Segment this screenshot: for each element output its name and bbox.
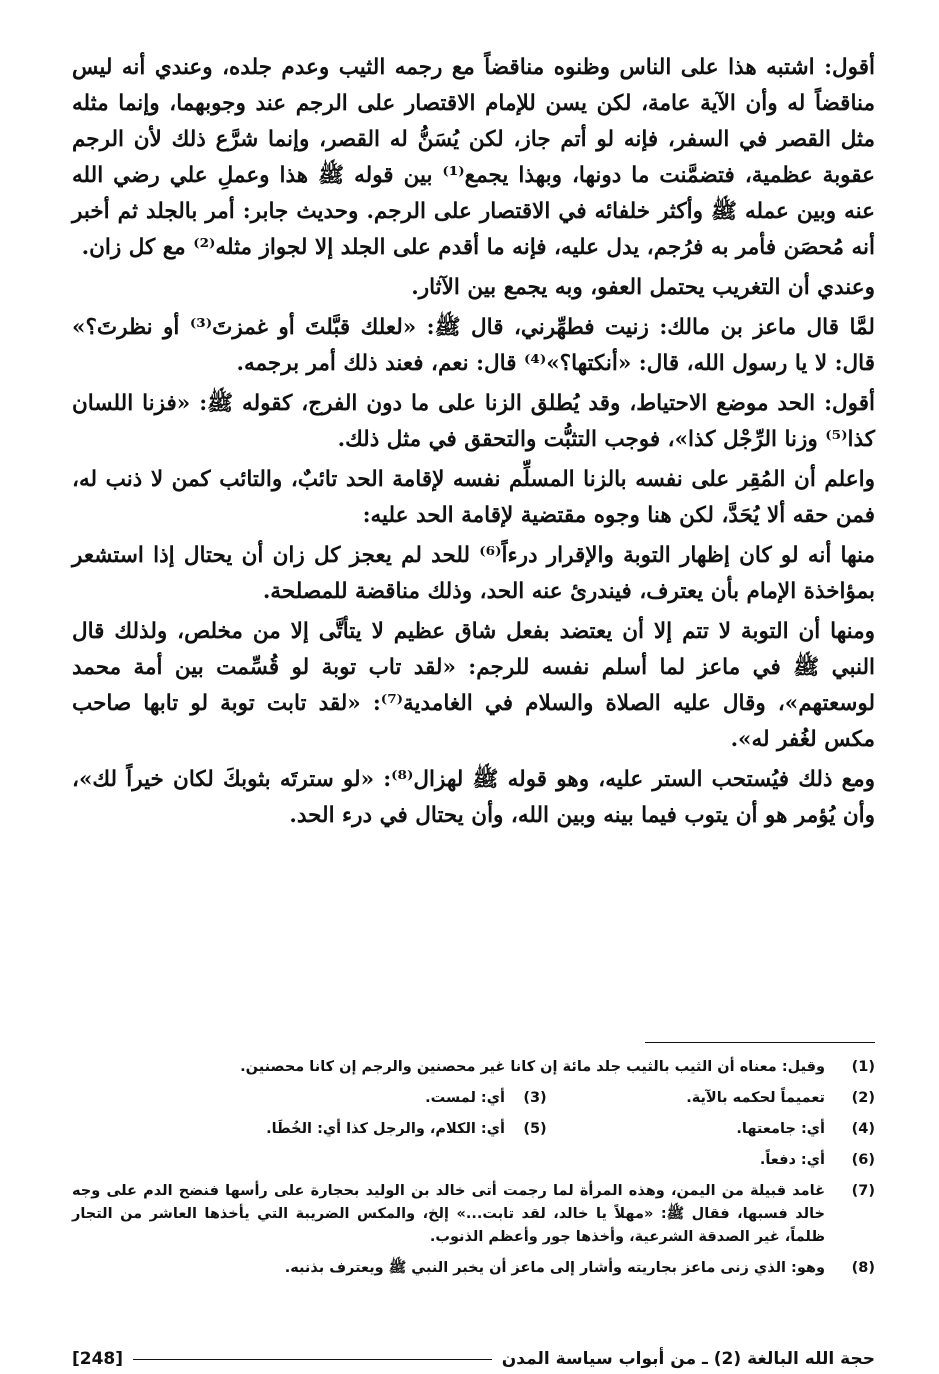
footnote-text: أي: لمست. xyxy=(425,1090,505,1106)
paragraph: منها أنه لو كان إظهار التوبة والإقرار درءاً⁽⁶⁾ للحد لم يعجز كل زان أن يحتال إذا استشعر بمؤاخذة الإمام بأن يعترف، فيندرئ عنه الحد، وذلك مناقضة للمصلحة. xyxy=(72,543,876,604)
paragraph: أقول: اشتبه هذا على الناس وظنوه مناقضاً مع رجمه الثيب وعدم جلده، وعندي أنه ليس مناقضاً له وأن الآية عامة، لكن يسن للإمام الاقتصار على الرجم عند وجوبهما، وإنما مثله مثل القصر في السفر، فإنه لو أتم جاز، لكن يُسَنُّ له القصر، وإنما شرَّع ذلك لأن الرجم عقوبة عظمية، فتضمَّنت ما دونها، وبهذا يجمع⁽¹⁾ بين قوله ﷺ هذا وعملِ علي رضي الله عنه وبين عمله ﷺ وأكثر خلفائه في الاقتصار على الرجم. وحديث جابر: أمر بالجلد ثم أخبر أنه مُحصَن فأمر به فرُجم، يدل عليه، فإنه ما أقدم على الجلد إلا لجواز مثله⁽²⁾ مع كل زان. xyxy=(72,55,875,260)
footnote-text: أي: دفعاً. xyxy=(759,1152,825,1168)
footnote-1 xyxy=(72,1056,875,1079)
footnote-6 xyxy=(72,1149,875,1172)
footnote-text: غامد قبيلة من اليمن، وهذه المرأة لما رجمت أتى خالد بن الوليد بحجارة على رأسها فنضح الدم على وجه خالد فسبها، فقال ﷺ: «مهلاً يا خالد، لقد تابت...» إلخ، والمكس الضريبة التي يأخذها العاشر من التجار ظلماً، غير الصدقة الشرعية، وأخذها جور وأعظم الذنوب. xyxy=(72,1183,825,1245)
paragraph: ومع ذلك فيُستحب الستر عليه، وهو قوله ﷺ لهزال⁽⁸⁾: «لو سترتَه بثوبكَ لكان خيراً لك»، وأن يُؤمر هو أن يتوب فيما بينه وبين الله، وأن يحتال في درء الحد. xyxy=(72,767,875,828)
paragraph: ومنها أن التوبة لا تتم إلا أن يعتضد بفعل شاق عظيم لا يتأتَّى إلا من مخلص، ولذلك قال النبي ﷺ في ماعز لما أسلم نفسه للرجم: «لقد تاب توبة لو قُسِّمت بين أمة محمد لوسعتهم»، وقال عليه الصلاة والسلام في الغامدية⁽⁷⁾: «لقد تابت توبة لو تابها صاحب مكس لغُفر له». xyxy=(72,619,875,752)
footnote-8 xyxy=(72,1257,875,1280)
paragraph: واعلم أن المُقِر على نفسه بالزنا المسلِّم نفسه لإقامة الحد تائبٌ، والتائب كمن لا ذنب له، فمن حقه ألا يُحَدَّ، لكن هنا وجوه مقتضية لإقامة الحد عليه: xyxy=(72,467,875,528)
footnote-number: (7) xyxy=(851,1183,875,1199)
page-number: [248] xyxy=(72,1349,124,1369)
paragraph: لمَّا قال ماعز بن مالك: زنيت فطهِّرني، قال ﷺ: «لعلك قبَّلتَ أو غمزتَ⁽³⁾ أو نظرتَ؟» قال: لا يا رسول الله، قال: «أنكتها؟»⁽⁴⁾ قال: نعم، فعند ذلك أمر برجمه. xyxy=(72,315,875,376)
footnote-number: (1) xyxy=(851,1059,875,1075)
footnote-text: وقيل: معناه أن الثيب بالثيب جلد مائة إن كانا غير محصنين والرجم إن كانا محصنين. xyxy=(240,1059,825,1075)
footnote-number: (6) xyxy=(851,1152,875,1168)
paragraph: وعندي أن التغريب يحتمل العفو، وبه يجمع بين الآثار. xyxy=(411,275,875,300)
paragraph: أقول: الحد موضع الاحتياط، وقد يُطلق الزنا على ما دون الفرج، كقوله ﷺ: «فزنا اللسان كذا⁽⁵⁾ وزنا الرِّجْل كذا»، فوجب التثبُّت والتحقق في مثل ذلك. xyxy=(72,391,875,452)
footnotes xyxy=(72,1056,875,1288)
footnote-number: (4) xyxy=(851,1121,875,1137)
footnote-text: وهو: الذي زنى ماعز بجاريته وأشار إلى ماعز أن يخبر النبي ﷺ ويعترف بذنبه. xyxy=(284,1260,825,1276)
page xyxy=(72,50,876,1369)
footnote-number: (2) xyxy=(851,1090,875,1106)
footnote-number: (8) xyxy=(851,1260,875,1276)
page-footer xyxy=(72,1344,875,1374)
footnote-text: أي: الكلام، والرجل كذا أي: الخُطَا. xyxy=(266,1121,505,1137)
footnote-text: تعميماً لحكمه بالآية. xyxy=(686,1090,825,1106)
running-title: حجة الله البالغة (2) ـ من أبواب سياسة المدن xyxy=(501,1349,875,1369)
footnote-4-5 xyxy=(72,1118,875,1141)
footnote-7 xyxy=(72,1180,875,1249)
footer-rule xyxy=(133,1359,492,1360)
footnote-number: (3) xyxy=(523,1090,547,1106)
footnote-divider xyxy=(645,1042,875,1043)
main-text xyxy=(72,50,875,834)
footnote-2-3 xyxy=(72,1087,875,1110)
footnote-text: أي: جامعتها. xyxy=(736,1121,825,1137)
footnote-number: (5) xyxy=(523,1121,547,1137)
